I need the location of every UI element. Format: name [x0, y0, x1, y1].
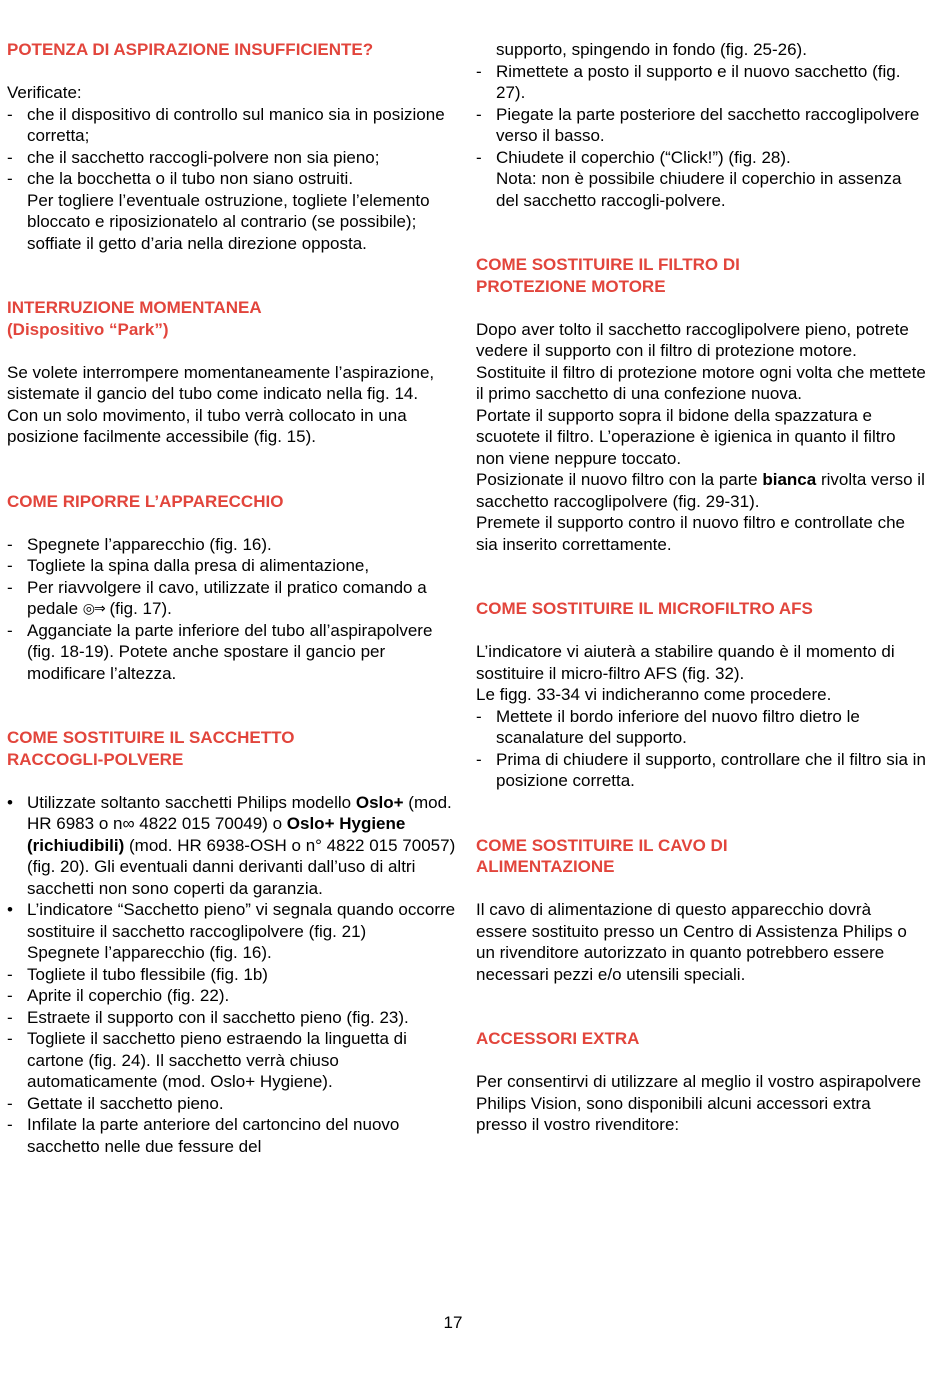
- product-name: Oslo+ Hygiene (richiudibili): [27, 814, 406, 855]
- list-item: [7, 899, 457, 942]
- section-heading: COME RIPORRE L’APPARECCHIO: [7, 491, 284, 511]
- bullet-marker: •: [7, 900, 13, 919]
- paragraph: Per togliere l’eventuale ostruzione, togliete l’elemento bloccato e riposizionatelo al contrario (se possibile); soffiate il getto d’aria nella direzione opposta.: [27, 190, 430, 253]
- dash-marker: -: [7, 169, 13, 188]
- paragraph: Se volete interrompere momentaneamente l’aspirazione, sistemate il gancio del tubo come indicato nella fig. 14.: [7, 362, 435, 403]
- list-item-text: (fig. 17).: [109, 599, 172, 618]
- section-heading: ALIMENTAZIONE: [476, 857, 615, 876]
- list-item-text: Per riavvolgere il cavo, utilizzate il pratico comando a pedale: [27, 577, 427, 618]
- list-item: [7, 1007, 457, 1029]
- list-item: [476, 706, 926, 749]
- section-heading: COME SOSTITUIRE IL SACCHETTO: [7, 728, 295, 747]
- list-item: [7, 147, 457, 169]
- paragraph: Portate il supporto sopra il bidone della spazzatura e scuotete il filtro. L’operazione è igienica in quanto il filtro non viene neppure toccato.: [476, 405, 896, 468]
- paragraph: Premete il supporto contro il nuovo filtro e controllate che sia inserito correttamente.: [476, 513, 906, 554]
- pedal-icon: ◎⇒: [82, 600, 105, 616]
- section-heading: (Dispositivo “Park”): [7, 319, 169, 339]
- paragraph: Il cavo di alimentazione di questo apparecchio dovrà essere sostituito presso un Centro di Assistenza Philips o un rivenditore autorizzato in quanto potrebbero essere necessari pezzi e/o utensili speciali.: [476, 900, 907, 984]
- list-item: [476, 104, 926, 147]
- right-column: [476, 39, 926, 1136]
- list-item-text: Prima di chiudere il supporto, controllare che il filtro sia in posizione corretta.: [496, 749, 926, 790]
- list-item: [7, 1093, 457, 1115]
- section-heading: COME SOSTITUIRE IL MICROFILTRO AFS: [476, 599, 813, 618]
- list-item-text: Togliete il tubo flessibile (fig. 1b): [27, 964, 268, 984]
- section-heading: INTERRUZIONE MOMENTANEA: [7, 298, 262, 317]
- dash-marker: -: [476, 706, 482, 726]
- paragraph: [476, 469, 926, 512]
- emphasis: bianca: [762, 470, 817, 489]
- dash-marker: -: [7, 1115, 13, 1134]
- text: Posizionate il nuovo filtro con la parte: [476, 470, 758, 489]
- dash-marker: -: [476, 147, 482, 167]
- dash-marker: -: [7, 620, 13, 640]
- list-item: [7, 964, 457, 986]
- list-item-text: Gettate il sacchetto pieno.: [27, 1093, 224, 1113]
- list-item-text: L’indicatore “Sacchetto pieno” vi segnala quando occorre sostituire il sacchetto raccoglipolvere (fig. 21): [27, 900, 456, 941]
- section-heading: COME SOSTITUIRE IL CAVO DI: [476, 835, 728, 855]
- list-item-text: che la bocchetta o il tubo non siano ostruiti.: [27, 169, 354, 188]
- product-name: Oslo+: [355, 792, 404, 812]
- list-item: [7, 168, 457, 190]
- paragraph: Con un solo movimento, il tubo verrà collocato in una posizione facilmente accessibile (fig. 15).: [7, 405, 407, 446]
- list-item-text: che il sacchetto raccogli-polvere non sia pieno;: [27, 147, 380, 167]
- page-number: 17: [443, 1313, 463, 1332]
- paragraph: Dopo aver tolto il sacchetto raccoglipolvere pieno, potrete vedere il supporto con il filtro di protezione motore.: [476, 319, 909, 360]
- list-item-text: Utilizzate soltanto sacchetti Philips modello: [27, 792, 352, 812]
- dash-marker: -: [7, 104, 13, 124]
- list-item: [7, 1114, 457, 1157]
- list-item: [476, 147, 926, 169]
- list-item: [7, 1028, 457, 1093]
- dash-marker: -: [7, 964, 13, 984]
- paragraph: Sostituite il filtro di protezione motore ogni volta che mettete il primo sacchetto di una confezione nuova.: [476, 362, 926, 403]
- note: Nota: non è possibile chiudere il coperchio in assenza del sacchetto raccogli-polvere.: [496, 169, 902, 210]
- dash-marker: -: [7, 534, 13, 554]
- paragraph: Le figg. 33-34 vi indicheranno come procedere.: [476, 685, 832, 704]
- list-item-text: Infilate la parte anteriore del cartoncino del nuovo sacchetto nelle due fessure del: [27, 1115, 400, 1156]
- list-item: [7, 104, 457, 147]
- dash-marker: -: [7, 986, 13, 1005]
- dash-marker: -: [7, 1093, 13, 1113]
- list-item: [7, 620, 457, 685]
- paragraph: L’indicatore vi aiuterà a stabilire quando è il momento di sostituire il micro-filtro AFS (fig. 32).: [476, 642, 895, 683]
- list-item-text: Togliete la spina dalla presa di alimentazione,: [27, 556, 370, 575]
- list-item-text: Rimettete a posto il supporto e il nuovo sacchetto (fig. 27).: [496, 61, 901, 102]
- list-item-text: Mettete il bordo inferiore del nuovo filtro dietro le scanalature del supporto.: [496, 706, 860, 747]
- section-heading: ACCESSORI EXTRA: [476, 1029, 640, 1048]
- paragraph: Per consentirvi di utilizzare al meglio il vostro aspirapolvere Philips Vision, sono disponibili alcuni accessori extra presso il vostro rivenditore:: [476, 1072, 922, 1134]
- paragraph: supporto, spingendo in fondo (fig. 25-26).: [496, 40, 807, 59]
- dash-marker: -: [476, 61, 482, 81]
- section-heading: COME SOSTITUIRE IL FILTRO DI: [476, 255, 740, 274]
- left-column: [7, 39, 457, 1157]
- list-item-text: Spegnete l’apparecchio (fig. 16).: [27, 534, 272, 554]
- list-item: [7, 534, 457, 556]
- list-item-text: Estraete il supporto con il sacchetto pieno (fig. 23).: [27, 1007, 409, 1027]
- dash-marker: -: [7, 556, 13, 575]
- section-heading: PROTEZIONE MOTORE: [476, 276, 666, 296]
- bullet-marker: •: [7, 792, 13, 812]
- list-item-text: Togliete il sacchetto pieno estraendo la linguetta di cartone (fig. 24). Il sacchetto verrà chiuso automaticamente (mod. Oslo+ Hygiene).: [27, 1029, 407, 1091]
- dash-marker: -: [476, 749, 482, 769]
- text: rivolta verso il sacchetto raccoglipolvere (fig. 29-31).: [476, 470, 925, 511]
- list-item: [7, 577, 457, 620]
- dash-marker: -: [7, 577, 13, 597]
- list-item: [476, 61, 926, 104]
- list-item: [7, 555, 457, 577]
- list-item-text: che il dispositivo di controllo sul manico sia in posizione corretta;: [27, 104, 445, 145]
- paragraph: Verificate:: [7, 83, 82, 102]
- section-heading: POTENZA DI ASPIRAZIONE INSUFFICIENTE?: [7, 40, 374, 59]
- list-item-text: Piegate la parte posteriore del sacchetto raccoglipolvere verso il basso.: [496, 104, 920, 145]
- dash-marker: -: [476, 104, 482, 124]
- dash-marker: -: [7, 147, 13, 167]
- list-item: [476, 749, 926, 792]
- section-heading: RACCOGLI-POLVERE: [7, 749, 184, 769]
- dash-marker: -: [7, 1029, 13, 1048]
- paragraph: Spegnete l’apparecchio (fig. 16).: [27, 943, 272, 962]
- list-item-text: (mod. HR 6983 o n∞ 4822 015 70049) o: [27, 792, 452, 833]
- list-item-text: Aprite il coperchio (fig. 22).: [27, 986, 230, 1005]
- list-item-text: (mod. HR 6938-OSH o n° 4822 015 70057) (fig. 20). Gli eventuali danni derivanti dall’uso di altri sacchetti non sono coperti da garanzia.: [27, 835, 456, 898]
- list-item: [7, 985, 457, 1007]
- list-item-text: Agganciate la parte inferiore del tubo all’aspirapolvere (fig. 18-19). Potete anche spostare il gancio per modificare l’altezza.: [27, 620, 433, 683]
- dash-marker: -: [7, 1007, 13, 1027]
- list-item-text: Chiudete il coperchio (“Click!”) (fig. 28).: [496, 147, 791, 167]
- list-item: [7, 792, 457, 900]
